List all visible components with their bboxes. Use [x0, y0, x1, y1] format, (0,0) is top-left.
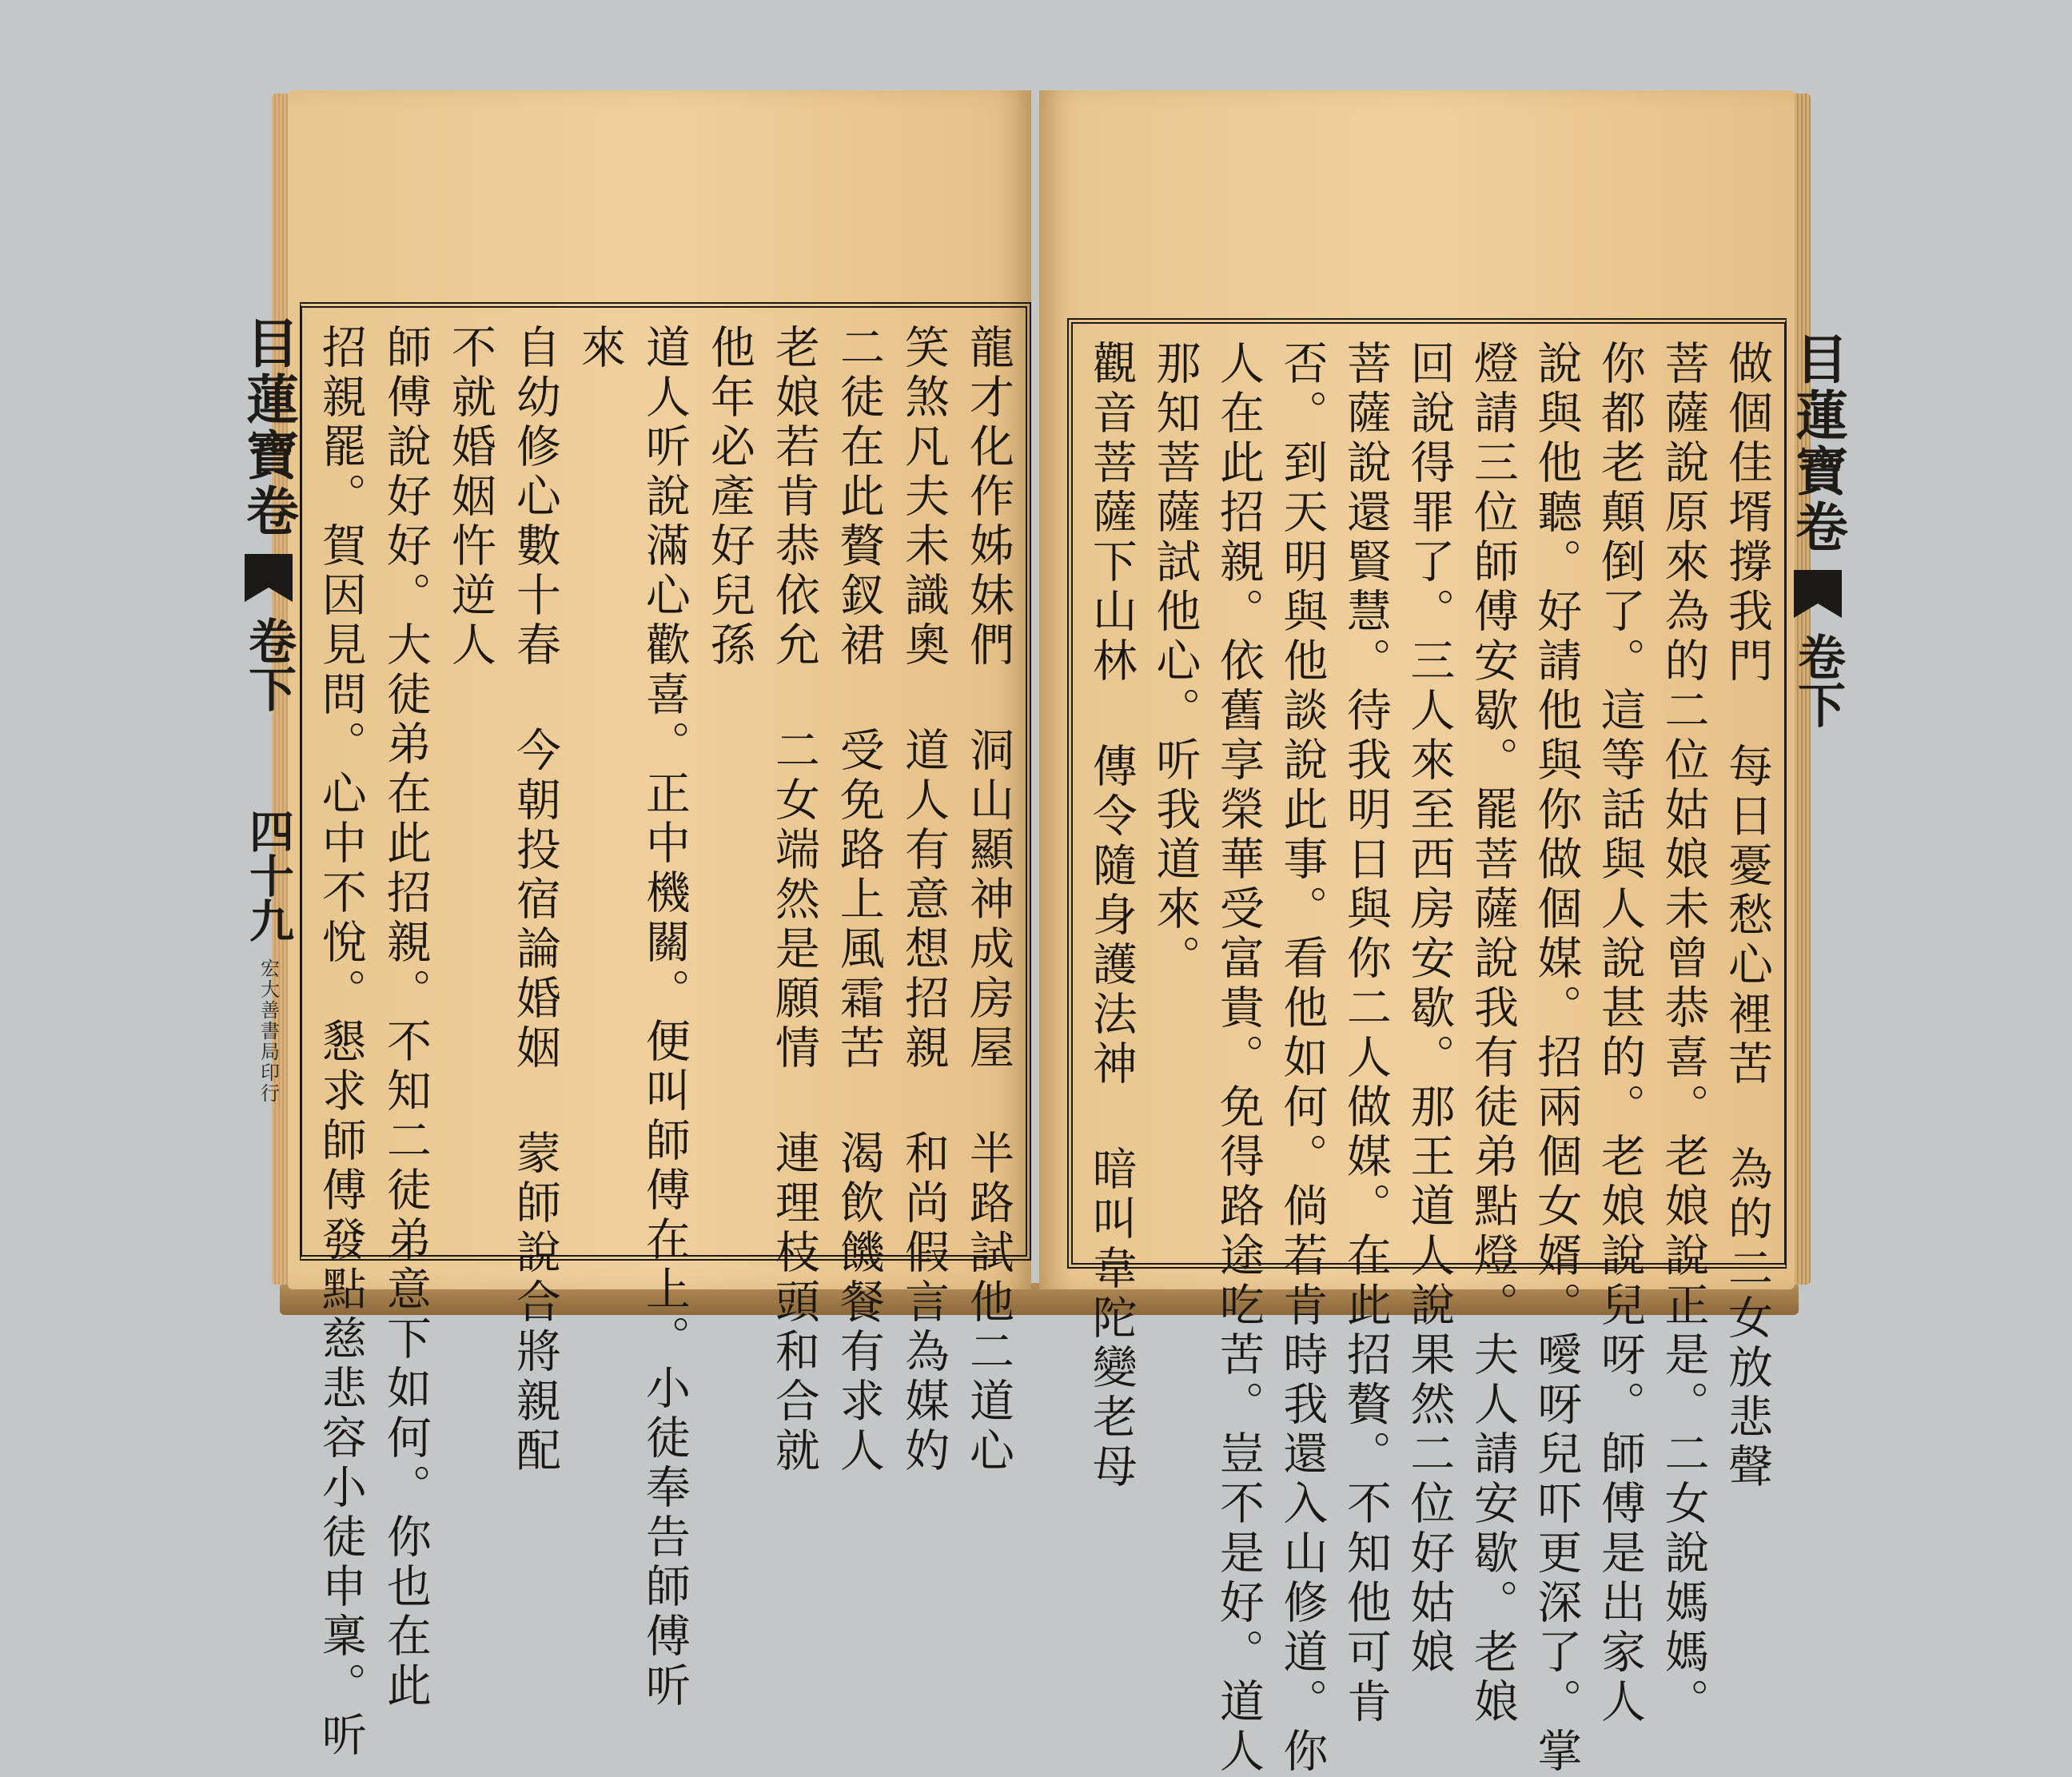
right-page-column — [1593, 340, 1646, 1727]
left-page-column — [962, 324, 1014, 1476]
banxin-volume: 卷下 — [241, 616, 297, 712]
banxin-title-right: 目蓮寶卷 — [1786, 332, 1849, 556]
right-page-column — [1403, 340, 1456, 1678]
right-page-text-segment: 回說得罪了。三人來至西房安歇。那王道人說果然二位好姑娘 — [1403, 340, 1456, 1678]
right-page-column — [1657, 340, 1710, 1727]
left-page-margin-strip — [237, 308, 301, 1255]
left-page-column — [573, 324, 626, 1239]
left-page-column — [379, 324, 432, 1711]
left-page-frame — [237, 302, 1031, 1761]
right-page-text-segment: 燈請三位師傅安歇。罷菩薩說我有徒弟點燈。夫人請安歇。老娘 — [1466, 340, 1519, 1727]
left-page-text-segment: 受免路上風霜苦 — [832, 727, 885, 1074]
right-page-column — [1149, 340, 1201, 1247]
left-page — [237, 90, 1031, 1761]
left-page-text-segment: 半路試他二道心 — [962, 1130, 1014, 1476]
right-page-margin-strip — [1786, 324, 1850, 1263]
right-page-column — [1530, 340, 1583, 1777]
right-page-text-segment: 觀音菩薩下山林 — [1085, 340, 1138, 687]
left-page-column — [508, 324, 561, 1476]
right-page-column — [1339, 340, 1392, 1727]
right-page-column — [1085, 340, 1138, 1492]
fishtail-mark — [245, 554, 293, 602]
left-page-text-segment: 道人有意想招親 — [897, 727, 950, 1074]
right-page-text-segment: 否。到天明與他談說此事。看他如何。倘若肯時我還入山修道。你 — [1276, 340, 1329, 1777]
right-page-text-segment: 做個佳壻撐我門 — [1720, 340, 1773, 687]
left-page-text-segment: 不就婚姻忤逆人 — [444, 324, 496, 671]
right-page-column — [1276, 340, 1329, 1777]
left-page-text-segment: 二女端然是願情 — [767, 727, 820, 1074]
banxin-volume-right: 卷下 — [1790, 632, 1846, 728]
left-page-column — [314, 324, 367, 1761]
right-page-text — [1085, 340, 1773, 1777]
left-page-column — [897, 324, 950, 1476]
left-page-text-segment: 蒙師說合將親配 — [508, 1130, 561, 1476]
banxin-title: 目蓮寶卷 — [237, 316, 300, 540]
open-book — [237, 76, 1849, 1777]
right-page-text-segment: 人在此招親。依舊享榮華受富貴。免得路途吃苦。豈不是好。道人 — [1212, 340, 1265, 1777]
left-page-column — [832, 324, 885, 1476]
right-page-text-segment: 說與他聽。好請他與你做個媒。招兩個女婿。噯呀兒吓更深了。掌 — [1530, 340, 1583, 1777]
right-page-text-segment: 菩薩說原來為的二位姑娘未曾恭喜。老娘說正是。二女說媽媽。 — [1657, 340, 1710, 1727]
right-page-column — [1466, 340, 1519, 1727]
right-page-column — [1212, 340, 1265, 1777]
right-page — [1039, 90, 1849, 1777]
left-page-text-segment: 自幼修心數十春 — [508, 324, 561, 671]
left-page-text — [314, 324, 1014, 1761]
left-page-column — [767, 324, 820, 1476]
left-page-column — [638, 324, 691, 1711]
left-page-text-segment: 洞山顯神成房屋 — [962, 727, 1014, 1074]
right-page-text-segment: 菩薩說還賢慧。待我明日與你二人做媒。在此招贅。不知他可肯 — [1339, 340, 1392, 1727]
left-page-text-segment: 和尚假言為媒妁 — [897, 1130, 950, 1476]
left-page-text-segment: 二徒在此贅釵裙 — [832, 324, 885, 671]
left-page-text-segment: 今朝投宿論婚姻 — [508, 727, 561, 1074]
right-page-frame — [1067, 318, 1849, 1777]
left-page-text-segment: 老娘若肯恭依允 — [767, 324, 820, 671]
left-page-text-segment: 龍才化作姊妹們 — [962, 324, 1014, 671]
banxin-page-number: 四十九 — [242, 808, 295, 942]
left-page-text-segment: 招親罷。賀因見問。心中不悅。懇求師傅發點慈悲容小徒申稟。听 — [314, 324, 367, 1761]
right-page-text-segment: 你都老顛倒了。這等話與人說甚的。老娘說兒呀。師傅是出家人 — [1593, 340, 1646, 1727]
left-page-text-segment: 笑煞凡夫未識奧 — [897, 324, 950, 671]
left-page-column — [444, 324, 496, 1239]
right-page-column — [1720, 340, 1773, 1492]
publisher-imprint: 宏大善書局印行 — [257, 958, 280, 1104]
right-page-text-segment: 為的二女放悲聲 — [1720, 1145, 1773, 1492]
left-page-text-segment: 來 — [573, 324, 626, 373]
left-page-text-segment: 渴飲饑餐有求人 — [832, 1130, 885, 1476]
left-page-text-segment: 他年必產好兒孫 — [703, 324, 755, 671]
right-page-text-segment: 暗叫韋陀變老母 — [1085, 1145, 1138, 1492]
right-page-text-segment: 傳令隨身護法神 — [1085, 743, 1138, 1090]
left-page-text-segment: 師傅說好好。大徒弟在此招親。不知二徒弟意下如何。你也在此 — [379, 324, 432, 1711]
right-page-text-segment: 那知菩薩試他心。听我道來。 — [1149, 340, 1201, 984]
left-page-text-segment: 連理枝頭和合就 — [767, 1130, 820, 1476]
left-page-text-segment: 道人听說滿心歡喜。正中機關。便叫師傅在上。小徒奉告師傅听 — [638, 324, 691, 1711]
fishtail-mark-right — [1794, 570, 1842, 618]
right-page-text-segment: 每日憂愁心裡苦 — [1720, 743, 1773, 1090]
left-page-column — [703, 324, 755, 1239]
